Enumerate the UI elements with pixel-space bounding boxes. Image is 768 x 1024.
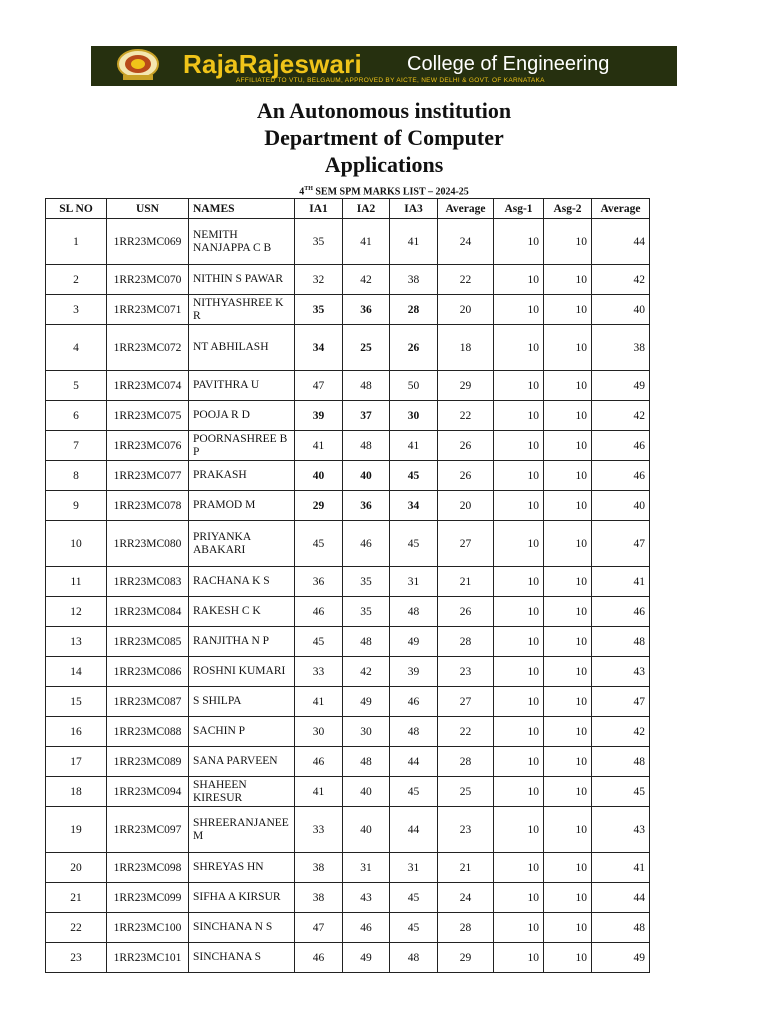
asg2-cell: 10 [544, 295, 592, 325]
asg2-cell: 10 [544, 219, 592, 265]
asg2-cell: 10 [544, 567, 592, 597]
ia2-cell: 35 [343, 597, 390, 627]
heading-line-2: Department of Computer [264, 125, 504, 150]
asg2-cell: 10 [544, 265, 592, 295]
total-average-cell: 42 [592, 717, 650, 747]
ia3-cell: 45 [390, 521, 438, 567]
name-cell: SHREYAS HN [189, 853, 295, 883]
name-cell: NITHIN S PAWAR [189, 265, 295, 295]
subtitle-text: SEM SPM MARKS LIST – 2024-25 [312, 186, 469, 198]
sl-no-cell: 19 [46, 807, 107, 853]
name-cell: SINCHANA S [189, 943, 295, 973]
column-header: IA1 [295, 199, 343, 219]
average-cell: 25 [438, 777, 494, 807]
asg1-cell: 10 [494, 687, 544, 717]
column-header: USN [107, 199, 189, 219]
usn-cell: 1RR23MC100 [107, 913, 189, 943]
total-average-cell: 44 [592, 883, 650, 913]
asg1-cell: 10 [494, 883, 544, 913]
table-row [46, 491, 650, 521]
table-row [46, 401, 650, 431]
average-cell: 28 [438, 747, 494, 777]
asg1-cell: 10 [494, 265, 544, 295]
ia3-cell: 48 [390, 717, 438, 747]
ia1-cell: 29 [295, 491, 343, 521]
table-row [46, 717, 650, 747]
page-heading [0, 97, 768, 178]
table-row [46, 777, 650, 807]
total-average-cell: 49 [592, 371, 650, 401]
asg2-cell: 10 [544, 943, 592, 973]
column-header: Average [592, 199, 650, 219]
usn-cell: 1RR23MC098 [107, 853, 189, 883]
average-cell: 24 [438, 883, 494, 913]
ia2-cell: 42 [343, 265, 390, 295]
column-header: Average [438, 199, 494, 219]
ia2-cell: 36 [343, 295, 390, 325]
asg2-cell: 10 [544, 913, 592, 943]
total-average-cell: 44 [592, 219, 650, 265]
sl-no-cell: 3 [46, 295, 107, 325]
total-average-cell: 38 [592, 325, 650, 371]
ia1-cell: 45 [295, 627, 343, 657]
sl-no-cell: 7 [46, 431, 107, 461]
usn-cell: 1RR23MC075 [107, 401, 189, 431]
ia2-cell: 37 [343, 401, 390, 431]
brand-name: RajaRajeswari [183, 49, 362, 79]
average-cell: 26 [438, 461, 494, 491]
table-row [46, 371, 650, 401]
column-header: IA3 [390, 199, 438, 219]
asg2-cell: 10 [544, 521, 592, 567]
ia1-cell: 38 [295, 853, 343, 883]
sl-no-cell: 2 [46, 265, 107, 295]
ia3-cell: 39 [390, 657, 438, 687]
usn-cell: 1RR23MC071 [107, 295, 189, 325]
name-cell: PAVITHRA U [189, 371, 295, 401]
ia1-cell: 38 [295, 883, 343, 913]
total-average-cell: 41 [592, 567, 650, 597]
asg1-cell: 10 [494, 219, 544, 265]
name-cell: RAKESH C K [189, 597, 295, 627]
name-cell: NT ABHILASH [189, 325, 295, 371]
ia2-cell: 31 [343, 853, 390, 883]
ia3-cell: 34 [390, 491, 438, 521]
average-cell: 18 [438, 325, 494, 371]
ia2-cell: 35 [343, 567, 390, 597]
total-average-cell: 43 [592, 807, 650, 853]
ia3-cell: 46 [390, 687, 438, 717]
name-cell: SIFHA A KIRSUR [189, 883, 295, 913]
table-row [46, 687, 650, 717]
ia1-cell: 47 [295, 913, 343, 943]
name-cell: RACHANA K S [189, 567, 295, 597]
total-average-cell: 46 [592, 597, 650, 627]
asg1-cell: 10 [494, 943, 544, 973]
table-row [46, 853, 650, 883]
total-average-cell: 40 [592, 295, 650, 325]
sl-no-cell: 9 [46, 491, 107, 521]
asg1-cell: 10 [494, 597, 544, 627]
asg2-cell: 10 [544, 657, 592, 687]
usn-cell: 1RR23MC094 [107, 777, 189, 807]
table-row [46, 627, 650, 657]
asg1-cell: 10 [494, 567, 544, 597]
table-row [46, 943, 650, 973]
average-cell: 22 [438, 265, 494, 295]
asg2-cell: 10 [544, 747, 592, 777]
ia2-cell: 40 [343, 777, 390, 807]
column-header: NAMES [189, 199, 295, 219]
asg1-cell: 10 [494, 657, 544, 687]
average-cell: 23 [438, 807, 494, 853]
total-average-cell: 41 [592, 853, 650, 883]
average-cell: 27 [438, 687, 494, 717]
sl-no-cell: 18 [46, 777, 107, 807]
name-cell: PRIYANKA ABAKARI [189, 521, 295, 567]
marks-list-subtitle [0, 183, 768, 198]
ia1-cell: 33 [295, 807, 343, 853]
average-cell: 26 [438, 597, 494, 627]
total-average-cell: 40 [592, 491, 650, 521]
ia1-cell: 45 [295, 521, 343, 567]
ia2-cell: 36 [343, 491, 390, 521]
ia3-cell: 26 [390, 325, 438, 371]
name-cell: PRAKASH [189, 461, 295, 491]
ia3-cell: 45 [390, 777, 438, 807]
ia2-cell: 25 [343, 325, 390, 371]
ia1-cell: 34 [295, 325, 343, 371]
ia1-cell: 46 [295, 943, 343, 973]
asg2-cell: 10 [544, 401, 592, 431]
ia2-cell: 42 [343, 657, 390, 687]
name-cell: NEMITH NANJAPPA C B [189, 219, 295, 265]
sl-no-cell: 8 [46, 461, 107, 491]
table-row [46, 657, 650, 687]
table-row [46, 747, 650, 777]
average-cell: 23 [438, 657, 494, 687]
total-average-cell: 48 [592, 627, 650, 657]
ia1-cell: 46 [295, 597, 343, 627]
ia3-cell: 45 [390, 883, 438, 913]
asg2-cell: 10 [544, 597, 592, 627]
ia2-cell: 49 [343, 687, 390, 717]
usn-cell: 1RR23MC080 [107, 521, 189, 567]
asg2-cell: 10 [544, 777, 592, 807]
table-row [46, 883, 650, 913]
average-cell: 20 [438, 295, 494, 325]
affiliation-text: AFFILIATED TO VTU, BELGAUM, APPROVED BY AICTE, NEW DELHI & GOVT. OF KARNATAKA [236, 77, 545, 84]
ia2-cell: 48 [343, 627, 390, 657]
asg1-cell: 10 [494, 431, 544, 461]
ia2-cell: 46 [343, 521, 390, 567]
table-row [46, 913, 650, 943]
ia3-cell: 31 [390, 853, 438, 883]
usn-cell: 1RR23MC077 [107, 461, 189, 491]
ia2-cell: 48 [343, 371, 390, 401]
ia3-cell: 45 [390, 461, 438, 491]
table-row [46, 597, 650, 627]
asg1-cell: 10 [494, 853, 544, 883]
ia2-cell: 40 [343, 807, 390, 853]
asg1-cell: 10 [494, 491, 544, 521]
sl-no-cell: 15 [46, 687, 107, 717]
ia1-cell: 41 [295, 431, 343, 461]
asg1-cell: 10 [494, 401, 544, 431]
average-cell: 21 [438, 567, 494, 597]
ia3-cell: 38 [390, 265, 438, 295]
usn-cell: 1RR23MC087 [107, 687, 189, 717]
total-average-cell: 47 [592, 687, 650, 717]
table-row [46, 431, 650, 461]
average-cell: 28 [438, 627, 494, 657]
ia1-cell: 47 [295, 371, 343, 401]
sl-no-cell: 21 [46, 883, 107, 913]
ia1-cell: 41 [295, 777, 343, 807]
total-average-cell: 45 [592, 777, 650, 807]
usn-cell: 1RR23MC089 [107, 747, 189, 777]
ia1-cell: 33 [295, 657, 343, 687]
ia2-cell: 48 [343, 431, 390, 461]
usn-cell: 1RR23MC076 [107, 431, 189, 461]
total-average-cell: 46 [592, 431, 650, 461]
usn-cell: 1RR23MC088 [107, 717, 189, 747]
ia1-cell: 36 [295, 567, 343, 597]
table-row [46, 521, 650, 567]
sl-no-cell: 17 [46, 747, 107, 777]
sl-no-cell: 13 [46, 627, 107, 657]
name-cell: SHREERANJANEE M [189, 807, 295, 853]
average-cell: 27 [438, 521, 494, 567]
ia1-cell: 39 [295, 401, 343, 431]
ia1-cell: 35 [295, 295, 343, 325]
total-average-cell: 42 [592, 401, 650, 431]
asg1-cell: 10 [494, 371, 544, 401]
usn-cell: 1RR23MC072 [107, 325, 189, 371]
asg1-cell: 10 [494, 627, 544, 657]
asg2-cell: 10 [544, 431, 592, 461]
usn-cell: 1RR23MC101 [107, 943, 189, 973]
ia2-cell: 40 [343, 461, 390, 491]
average-cell: 28 [438, 913, 494, 943]
ia1-cell: 41 [295, 687, 343, 717]
sl-no-cell: 12 [46, 597, 107, 627]
sl-no-cell: 14 [46, 657, 107, 687]
average-cell: 22 [438, 401, 494, 431]
sl-no-cell: 6 [46, 401, 107, 431]
name-cell: SACHIN P [189, 717, 295, 747]
average-cell: 21 [438, 853, 494, 883]
table-row [46, 325, 650, 371]
asg2-cell: 10 [544, 687, 592, 717]
column-header: SL NO [46, 199, 107, 219]
subtitle-superscript: TH [304, 186, 313, 192]
asg1-cell: 10 [494, 461, 544, 491]
ia2-cell: 30 [343, 717, 390, 747]
sl-no-cell: 10 [46, 521, 107, 567]
asg1-cell: 10 [494, 717, 544, 747]
marks-table [45, 198, 650, 973]
asg1-cell: 10 [494, 747, 544, 777]
asg2-cell: 10 [544, 883, 592, 913]
asg2-cell: 10 [544, 325, 592, 371]
usn-cell: 1RR23MC074 [107, 371, 189, 401]
average-cell: 26 [438, 431, 494, 461]
heading-line-1: An Autonomous institution [256, 98, 512, 123]
sl-no-cell: 1 [46, 219, 107, 265]
average-cell: 29 [438, 943, 494, 973]
asg1-cell: 10 [494, 295, 544, 325]
table-row [46, 219, 650, 265]
subtitle-prefix: 4 [299, 186, 305, 198]
asg1-cell: 10 [494, 521, 544, 567]
ia1-cell: 35 [295, 219, 343, 265]
average-cell: 22 [438, 717, 494, 747]
name-cell: POOJA R D [189, 401, 295, 431]
asg2-cell: 10 [544, 807, 592, 853]
asg1-cell: 10 [494, 325, 544, 371]
usn-cell: 1RR23MC099 [107, 883, 189, 913]
usn-cell: 1RR23MC078 [107, 491, 189, 521]
usn-cell: 1RR23MC097 [107, 807, 189, 853]
asg1-cell: 10 [494, 913, 544, 943]
asg1-cell: 10 [494, 777, 544, 807]
column-header: Asg-2 [544, 199, 592, 219]
ia1-cell: 30 [295, 717, 343, 747]
sl-no-cell: 22 [46, 913, 107, 943]
sl-no-cell: 23 [46, 943, 107, 973]
sl-no-cell: 5 [46, 371, 107, 401]
asg2-cell: 10 [544, 491, 592, 521]
table-row [46, 295, 650, 325]
ia2-cell: 46 [343, 913, 390, 943]
sl-no-cell: 16 [46, 717, 107, 747]
ia2-cell: 41 [343, 219, 390, 265]
table-row [46, 461, 650, 491]
name-cell: RANJITHA N P [189, 627, 295, 657]
sl-no-cell: 11 [46, 567, 107, 597]
name-cell: POORNASHREE B P [189, 431, 295, 461]
ia1-cell: 40 [295, 461, 343, 491]
column-header: IA2 [343, 199, 390, 219]
ia3-cell: 50 [390, 371, 438, 401]
usn-cell: 1RR23MC083 [107, 567, 189, 597]
total-average-cell: 43 [592, 657, 650, 687]
usn-cell: 1RR23MC085 [107, 627, 189, 657]
usn-cell: 1RR23MC086 [107, 657, 189, 687]
name-cell: NITHYASHREE K R [189, 295, 295, 325]
average-cell: 20 [438, 491, 494, 521]
name-cell: SINCHANA N S [189, 913, 295, 943]
name-cell: S SHILPA [189, 687, 295, 717]
ia1-cell: 46 [295, 747, 343, 777]
column-header: Asg-1 [494, 199, 544, 219]
ia2-cell: 49 [343, 943, 390, 973]
asg2-cell: 10 [544, 853, 592, 883]
ia3-cell: 41 [390, 219, 438, 265]
total-average-cell: 42 [592, 265, 650, 295]
sl-no-cell: 4 [46, 325, 107, 371]
ia3-cell: 48 [390, 597, 438, 627]
ia3-cell: 44 [390, 807, 438, 853]
total-average-cell: 49 [592, 943, 650, 973]
asg2-cell: 10 [544, 371, 592, 401]
usn-cell: 1RR23MC069 [107, 219, 189, 265]
sl-no-cell: 20 [46, 853, 107, 883]
total-average-cell: 48 [592, 747, 650, 777]
table-row [46, 265, 650, 295]
table-header-row [46, 199, 650, 219]
ia3-cell: 45 [390, 913, 438, 943]
ia3-cell: 41 [390, 431, 438, 461]
ia3-cell: 30 [390, 401, 438, 431]
ia2-cell: 43 [343, 883, 390, 913]
total-average-cell: 47 [592, 521, 650, 567]
ia3-cell: 28 [390, 295, 438, 325]
ia3-cell: 44 [390, 747, 438, 777]
table-body [46, 219, 650, 973]
total-average-cell: 48 [592, 913, 650, 943]
ia2-cell: 48 [343, 747, 390, 777]
ia3-cell: 49 [390, 627, 438, 657]
asg2-cell: 10 [544, 627, 592, 657]
college-seal-icon [115, 48, 161, 82]
ia3-cell: 48 [390, 943, 438, 973]
asg1-cell: 10 [494, 807, 544, 853]
college-name: College of Engineering [407, 53, 610, 75]
ia3-cell: 31 [390, 567, 438, 597]
ia1-cell: 32 [295, 265, 343, 295]
usn-cell: 1RR23MC084 [107, 597, 189, 627]
name-cell: PRAMOD M [189, 491, 295, 521]
asg2-cell: 10 [544, 717, 592, 747]
college-banner [91, 46, 677, 86]
name-cell: SANA PARVEEN [189, 747, 295, 777]
asg2-cell: 10 [544, 461, 592, 491]
usn-cell: 1RR23MC070 [107, 265, 189, 295]
average-cell: 29 [438, 371, 494, 401]
table-row [46, 567, 650, 597]
heading-line-3: Applications [324, 152, 444, 177]
name-cell: SHAHEEN KIRESUR [189, 777, 295, 807]
name-cell: ROSHNI KUMARI [189, 657, 295, 687]
average-cell: 24 [438, 219, 494, 265]
total-average-cell: 46 [592, 461, 650, 491]
table-row [46, 807, 650, 853]
